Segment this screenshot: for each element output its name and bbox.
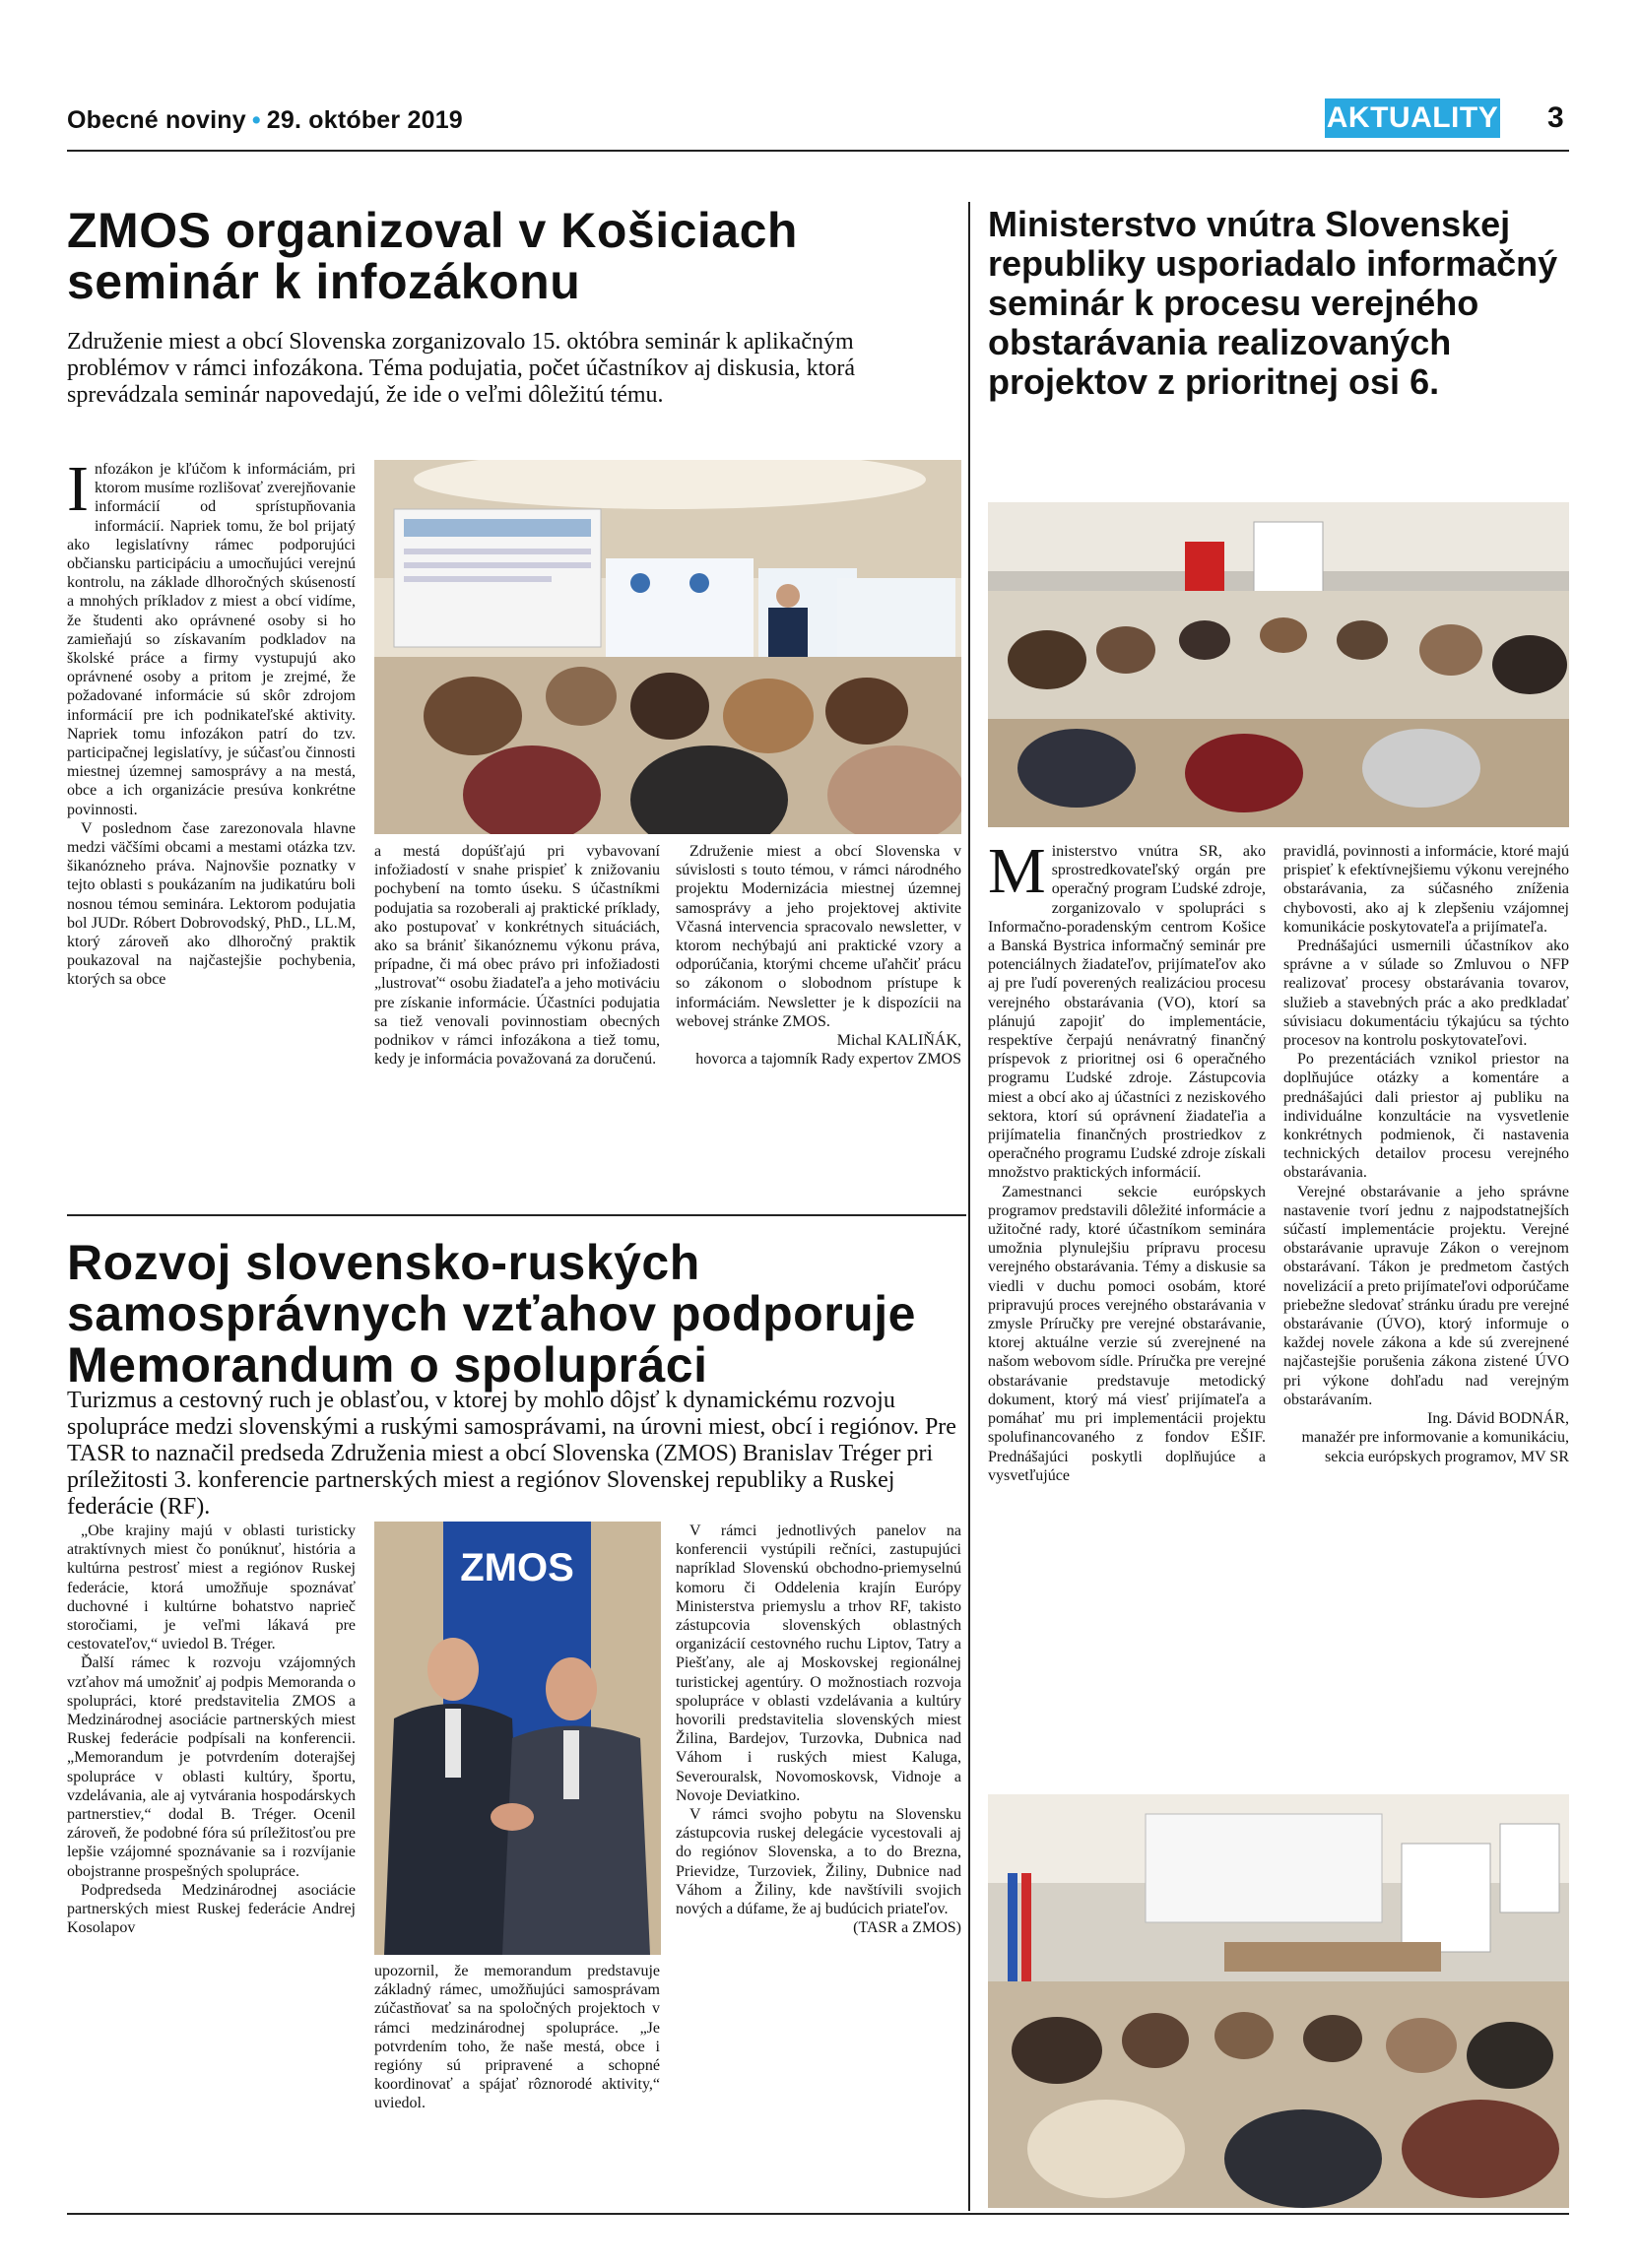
article3-col1-para2: Zamestnanci sekcie európskych programov predstavili dôležité informácie a užitočné rady, ktoré účastníkom seminára umožnia plynulejšiu prípravu procesu verejného obstarávania. Témy a diskusie sa viedli v duchu pomoci osobám, ktoré pripravujú proces verejného obstarávania v zmysle Príručky pre verejné obstarávanie, ktorej aktuálne verzie sú zverejnené na našom webovom sídle. Príručka pre verejné obstarávanie predstavuje metodický dokument, ktorý má viesť prijímateľa a pomáhať mu pri implementácii projektu spolufinancovaného z fondov EŠIF. Prednášajúci poskytli doplňujúce a vysvetľujúce bbox=[988, 1183, 1266, 1484]
article1-column-1 bbox=[67, 453, 356, 990]
publication-name: Obecné noviny bbox=[67, 106, 246, 134]
article2-column-1 bbox=[67, 1522, 356, 1937]
article3-author-name: Ing. Dávid BODNÁR, bbox=[1427, 1410, 1569, 1428]
article3-dropcap: M bbox=[988, 835, 1046, 907]
article2-col3-para1: V rámci jednotlivých panelov na konferencii vystúpili rečníci, zastupujúci napríklad Slovenskú obchodno-priemyselnú komoru či Oddelenia krajín Európy Ministerstva priemyslu a trhov RF, takisto zástupcovia slovenských oblastných organizácií cestovného ruchu Liptov, Tatry a Piešťany, ale aj Moskovskej regionálnej turistickej agentúry. O možnostiach rozvoja spolupráce v oblasti vzdelávania a kultúry hovorili predstavitelia slovenských miest Žilina, Bardejov, Turzovka, Dubnica nad Váhom i ruských miest Kaluga, Severouralsk, Novomoskovsk, Vidnoje a Novoje Deviatkino. bbox=[676, 1523, 961, 1804]
article1-dropcap: I bbox=[67, 453, 89, 525]
article1-col3-para: Združenie miest a obcí Slovenska v súvislosti s touto témou, v rámci národného projektu Modernizácia miestnej územnej samosprávy a jeho projektovej aktivite Včasná intervencia spracovalo newsletter, v ktorom nechýbajú ani praktické vzory a odporúčania, ktorými chceme uľahčiť prácu so zákonom o slobodnom prístupe k informáciám. Newsletter je k dispozícii na webovej stránke ZMOS. bbox=[676, 843, 961, 1030]
article1-column-2 bbox=[374, 842, 660, 1069]
article2-col1-para3: Podpredseda Medzinárodnej asociácie partnerských miest Ruskej federácie Andrej Kosolapov bbox=[67, 1881, 356, 1937]
article2-column-3 bbox=[676, 1522, 961, 1937]
article2-col2-para: upozornil, že memorandum predstavuje základný rámec, umožňujúci samosprávam zúčastňovať sa na spoločných projektoch v rámci medzinárodnej spolupráce. „Je potvrdením toho, že naše mestá, obce i regióny sú pripravené a schopné koordinovať a spájať rôznorodé aktivity,“ uviedol. bbox=[374, 1963, 660, 2112]
article2-col1-para1: „Obe krajiny majú v oblasti turisticky atraktívnych miest čo ponúknuť, história a kultúrna pestrosť miest a regiónov Ruskej federácie, ktorá umožňuje spoznávať duchovné i kultúrne bohatstvo naprieč storočiami, je veľmi lákavá pre cestovateľov,“ uviedol B. Tréger. bbox=[67, 1523, 356, 1653]
seminar-ministry-photo-1 bbox=[988, 502, 1569, 827]
header-rule bbox=[67, 150, 1569, 152]
article1-col1-para2: V poslednom čase zarezonovala hlavne medzi väčšími obcami a mestami otázka tzv. šikanózneho práva. Najnovšie poznatky v tejto oblasti s poukázaním na judikatúru boli nosnou témou seminára. Lektorom podujatia bol JUDr. Róbert Dobrovodský, PhD., LL.M, ktorý zároveň ako dlhoročný praktik poukazoval na najčastejšie pochybenia, ktorých sa obce bbox=[67, 819, 356, 989]
article2-source: (TASR a ZMOS) bbox=[853, 1919, 961, 1937]
zmos-banner-text: ZMOS bbox=[460, 1546, 574, 1589]
article1-col2-para: a mestá dopúšťajú pri vybavovaní infožiadostí v snahe prispieť k znižovaniu pochybení na tomto úseku. S účastníkmi podujatia sa rozoberali aj praktické príklady, ako postupovať v konkrétnych situáciách, ako sa brániť šikanóznemu výkonu práva, prípadne, či má obec právo pri infožiadosti „lustrovať“ osobu žiadateľa a jeho motiváciu pre získanie informácie. Účastníci podujatia sa tiež venovali povinnostiam obecných podnikov v rámci infozákona a tiež tomu, kedy je informácia považovaná za doručenú. bbox=[374, 843, 660, 1069]
article1-author-role: hovorca a tajomník Rady expertov ZMOS bbox=[695, 1051, 961, 1069]
article1-lead: Združenie miest a obcí Slovenska zorganizovalo 15. októbra seminár k aplikačným problémov v rámci infozákona. Téma podujatia, počet účastníkov aj diskusia, ktorá sprevádzala seminár napovedajú, že ide o veľmi dôležitú tému. bbox=[67, 329, 855, 408]
article2-lead: Turizmus a cestovný ruch je oblasťou, v ktorej by mohlo dôjsť k dynamickému rozvoju spolupráce medzi slovenskými a ruskými samosprávami, na úrovni miest, obcí i regiónov. Pre TASR to naznačil predseda Združenia miest a obcí Slovenska (ZMOS) Branislav Tréger pri príležitosti 3. konferencie partnerských miest a regiónov Slovenskej republiky a Ruskej federácie (RF). bbox=[67, 1388, 956, 1520]
article2-col3-para2: V rámci svojho pobytu na Slovensku zástupcovia ruskej delegácie vycestovali aj do regiónov Slovenska, a to do Brezna, Prievidze, Turzoviek, Žiliny, Dubnice nad Váhom a Žiliny, kde navštívili svojich nových a dúfame, že aj budúcich priateľov. bbox=[676, 1806, 961, 1918]
article3-col2-para3: Po prezentáciách vznikol priestor na doplňujúce otázky a komentáre a prednášajúci dali priestor aj publiku na individuálne konzultácie na vysvetlenie konkrétnych podmienok, či nastavenia technických detailov procesu verejného obstarávania. bbox=[1283, 1051, 1569, 1182]
seminar-kosice-photo bbox=[374, 460, 961, 834]
article1-column-3 bbox=[676, 842, 961, 1069]
article1-title: ZMOS organizoval v Košiciach seminár k infozákonu bbox=[67, 203, 798, 309]
article1-col1-para1: nfozákon je kľúčom k informáciám, pri ktorom musíme rozlišovať zverejňovanie informácií od sprístupňovania informácií. Napriek tomu, že bol prijatý ako legislatívny rámec podporujúci občiansku participáciu a umocňujúci verejnú kontrolu, na základe dlhoročných skúseností a mnohých príkladov z miest a obcí vidíme, že študenti ako oprávnené osoby si ho zamieňajú so získavaním podkladov na školské práce a firmy vystupujú ako oprávnené osoby a pritom je zrejmé, že požadované informácie sú skôr zdrojom informácií pre ich podnikateľské aktivity. Napriek tomu infozákon patrí do tzv. participačnej legislatívy, je súčasťou činnosti miestnej územnej samosprávy a na mestá, obce a ich organizácie presúva konkrétne povinnosti. bbox=[67, 461, 356, 818]
section-badge: AKTUALITY bbox=[1325, 98, 1500, 138]
article3-col1-para1: inisterstvo vnútra SR, ako sprostredkovateľský orgán pre operačný program Ľudské zdroje, zorganizovalo v spolupráci s Informačno-poradenským centrom Košice a Banská Bystrica informačný seminár pre potenciálnych žiadateľov, prijímateľov ako aj pre ľudí poverených realizáciou procesu verejného obstarávania (VO), ktorí sa plánujú zapojiť do implementácie, respektíve čerpajú nenávratný finančný príspevok z prioritnej osi 6 operačného programu Ľudské zdroje. Zástupcovia miest a obcí ako aj účastníci z neziskového sektora, ktorí sú oprávnení žiadateľia a prijímatelia finančných prostriedkov z operačného programu Ľudské zdroje získali množstvo praktických informácií. bbox=[988, 843, 1266, 1182]
article3-col2-para2: Prednášajúci usmernili účastníkov ako správne a v súlade so Zmluvou o NFP realizovať procesy obstarávania tovarov, služieb a stavebných prác a ako predkladať súvisiacu dokumentáciu týkajúcu sa týchto procesov na kontrolu poskytovateľovi. bbox=[1283, 938, 1569, 1050]
article2-column-2 bbox=[374, 1962, 660, 2113]
article3-author-role: manažér pre informovanie a komunikáciu, sekcia európskych programov, MV SR bbox=[1301, 1429, 1569, 1465]
column-divider-bottom bbox=[968, 1214, 970, 2211]
column-divider-top bbox=[968, 202, 970, 1214]
separator-dot: • bbox=[251, 106, 261, 134]
article2-col1-para2: Ďalší rámec k rozvoju vzájomných vzťahov má umožniť aj podpis Memoranda o spolupráci, ktoré predstavitelia ZMOS a Medzinárodnej asociácie partnerských miest Ruskej federácie podpísali na konferencii. „Memorandum je potvrdením doterajšej spolupráce v oblasti kultúry, športu, vzdelávania, ale aj vytvárania hospodárskych partnerstiev,“ dodal B. Tréger. Ocenil zároveň, že podobné fóra sú príležitosťou pre lepšie vzájomné spoznávanie sa i rozvíjanie obojstranne prospešných spolupráce. bbox=[67, 1654, 356, 1880]
seminar-ministry-photo-2 bbox=[988, 1794, 1569, 2208]
article3-col2-para4: Verejné obstarávanie a jeho správne nastavenie tvorí jednu z najpodstatnejších súčastí implementácie projektu. Verejné obstarávanie upravuje Zákon o verejnom obstarávaní. Tákon je predmetom častých novelizácií a preto prijímateľovi odporúčame priebežne sledovať stránku úradu pre verejné obstarávanie (ÚVO), ktorý informuje o každej novele zákona a kde sú zverejnené najčastejšie porušenia zákona zistené ÚVO pri výkone dohľadu nad verejným obstarávaním. bbox=[1283, 1183, 1569, 1408]
page-number: 3 bbox=[1547, 101, 1564, 134]
article3-col2-para1: pravidlá, povinnosti a informácie, ktoré majú prispieť k efektívnejšiemu výkonu verejného obstarávania, za súčasného zníženia chybovosti, ako aj k zlepšeniu vzájomnej komunikácie poskytovateľa a prijímateľa. bbox=[1283, 843, 1569, 936]
footer-rule bbox=[67, 2213, 1569, 2215]
running-header bbox=[67, 106, 463, 135]
article3-title: Ministerstvo vnútra Slovenskej republiky usporiadalo informačný seminár k procesu verejného obstarávania realizovaných projektov z prioritnej osi 6. bbox=[988, 204, 1558, 402]
article1-author-name: Michal KALIŇÁK, bbox=[836, 1032, 961, 1050]
issue-date: 29. október 2019 bbox=[266, 106, 463, 134]
article-divider bbox=[67, 1214, 966, 1216]
article2-title: Rozvoj slovensko-ruských samosprávnych vzťahov podporuje Memorandum o spolupráci bbox=[67, 1235, 916, 1393]
article3-column-2 bbox=[1283, 842, 1569, 1466]
memorandum-handshake-photo bbox=[374, 1522, 661, 1955]
article3-column-1 bbox=[988, 835, 1266, 1485]
